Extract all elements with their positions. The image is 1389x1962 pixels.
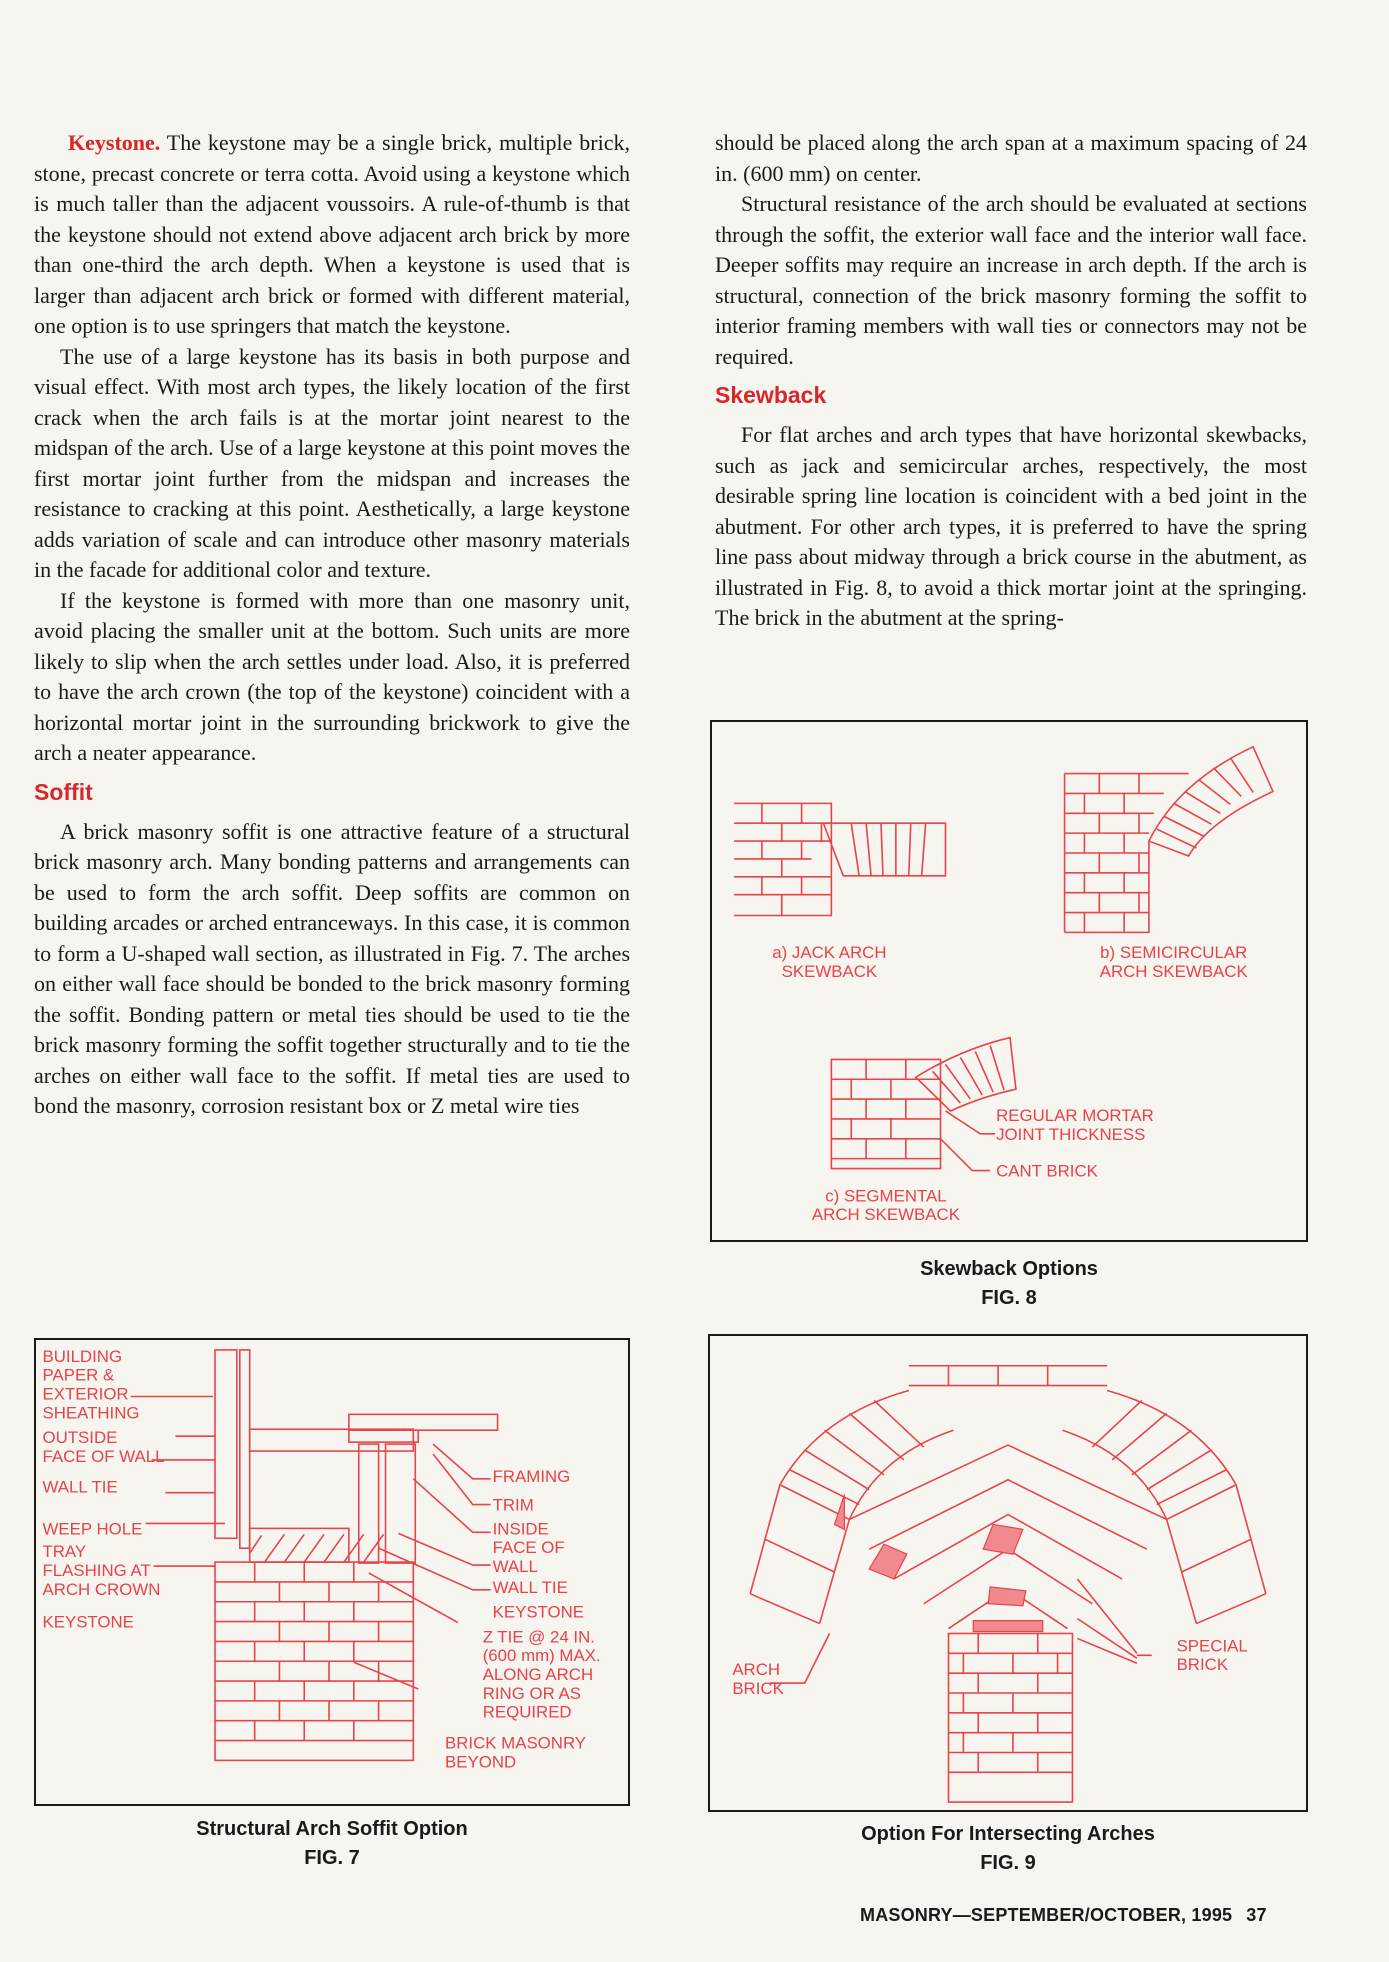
fig7-label-keystone-left: KEYSTONE <box>42 1612 134 1632</box>
figure-8-caption <box>710 1255 1308 1313</box>
page-number: 37 <box>1246 1905 1267 1925</box>
figure-8-caption-number: FIG. 8 <box>981 1287 1037 1309</box>
fig7-label-keystone-right: KEYSTONE <box>492 1602 585 1622</box>
fig8-label-semicircular: b) SEMICIRCULAR <box>1100 943 1248 963</box>
fig7-label-wall-tie: WALL TIE <box>42 1477 118 1497</box>
fig7-label-framing: FRAMING <box>492 1466 571 1486</box>
fig7-label-inside-face: INSIDE <box>492 1519 549 1539</box>
skewback-heading: Skewback <box>715 382 827 408</box>
svg-text:BEYOND: BEYOND <box>445 1752 517 1772</box>
keystone-paragraph-1: Keystone. The keystone may be a single brick, multiple brick, stone, precast concrete or terra cotta. Avoid using a keystone which is much taller than the adjacent voussoirs. A rule-of-thumb is that the keystone should not extend above adjacent arch brick by more than one-third the arch depth. When a keystone is used that is larger than adjacent arch brick or formed with different material, one option is to use springers that match the keystone. <box>34 130 630 338</box>
svg-text:FACE OF WALL: FACE OF WALL <box>42 1446 165 1466</box>
figure-9-caption-number: FIG. 9 <box>980 1852 1036 1874</box>
figure-8-labels <box>772 943 1248 1224</box>
figure-7-caption-number: FIG. 7 <box>304 1847 360 1869</box>
soffit-paragraph-1-continued: should be placed along the arch span at a maximum spacing of 24 in. (600 mm) on center. <box>715 130 1307 186</box>
soffit-paragraph-2: Structural resistance of the arch should be evaluated at sections through the soffit, the exterior wall face and the interior wall face. Deeper soffits may require an increase in arch depth. If the arch is structural, connection of the brick masonry forming the soffit to interior framing members with wall ties or connectors may not be required. <box>715 191 1307 369</box>
keystone-lead: Keystone. <box>68 130 161 155</box>
fig7-label-trim: TRIM <box>492 1495 534 1515</box>
fig7-label-wall-tie-right: WALL TIE <box>492 1577 568 1597</box>
keystone-paragraph-3: If the keystone is formed with more than one masonry unit, avoid placing the smaller unit at the bottom. Such units are more likely to slip when the arch settles under load. Also, it is preferred to have the arch crown (the top of the keystone) coincident with a horizontal mortar joint in the surrounding brickwork to give the arch a neater appearance. <box>34 587 630 765</box>
fig7-label-building-paper: BUILDING <box>42 1346 123 1366</box>
skewback-paragraph-1: For flat arches and arch types that have horizontal skewbacks, such as jack and semicircular arches, respectively, the most desirable spring line location is coincident with a bed joint in the abutment. For other arch types, it is preferred to have the spring line pass about midway through a brick course in the abutment, as illustrated in Fig. 8, to avoid a thick mortar joint at the springing. The brick in the abutment at the spring- <box>715 422 1307 630</box>
fig8-label-segmental: c) SEGMENTAL <box>825 1186 947 1206</box>
figure-7-svg <box>36 1340 628 1804</box>
left-column <box>34 128 630 1122</box>
svg-text:SHEATHING: SHEATHING <box>42 1403 140 1423</box>
svg-text:SKEWBACK: SKEWBACK <box>781 962 878 982</box>
svg-text:WALL: WALL <box>492 1557 538 1576</box>
figure-7-caption-title: Structural Arch Soffit Option <box>196 1818 468 1840</box>
svg-text:ARCH SKEWBACK: ARCH SKEWBACK <box>811 1205 960 1225</box>
svg-text:REQUIRED: REQUIRED <box>482 1702 572 1722</box>
figure-8-skewback-drawing <box>710 720 1308 1242</box>
svg-text:ARCH SKEWBACK: ARCH SKEWBACK <box>1099 962 1248 982</box>
svg-text:FACE OF: FACE OF <box>492 1538 565 1558</box>
fig7-label-brick-masonry-beyond: BRICK MASONRY <box>445 1733 587 1753</box>
svg-text:EXTERIOR: EXTERIOR <box>42 1384 129 1404</box>
svg-text:ALONG ARCH: ALONG ARCH <box>482 1665 594 1685</box>
fig8-label-jack-arch: a) JACK ARCH <box>772 943 887 963</box>
svg-text:PAPER &: PAPER & <box>42 1365 115 1385</box>
fig7-label-weep-hole: WEEP HOLE <box>42 1519 143 1539</box>
svg-text:JOINT THICKNESS: JOINT THICKNESS <box>996 1124 1146 1144</box>
svg-text:FLASHING AT: FLASHING AT <box>42 1560 151 1580</box>
figure-8-caption-title: Skewback Options <box>920 1258 1098 1280</box>
svg-text:BRICK: BRICK <box>732 1678 784 1698</box>
fig7-label-z-tie: Z TIE @ 24 IN. <box>482 1627 595 1647</box>
figure-7-caption <box>34 1815 630 1873</box>
figure-7-labels <box>42 1347 600 1772</box>
figure-9-intersecting-arches-drawing <box>708 1334 1308 1812</box>
figure-8-svg <box>712 722 1306 1240</box>
soffit-paragraph-1: A brick masonry soffit is one attractive feature of a structural brick masonry arch. Many bonding patterns and arrangements can be used to form the arch soffit. Deep soffits are common on building arcades or arched entranceways. In this case, it is common to form a U-shaped wall section, as illustrated in Fig. 7. The arches on either wall face should be bonded to the brick masonry forming the soffit. Bonding pattern or metal ties should be used to tie the brick masonry forming the soffit together structurally and to tie the arches on either wall face to the soffit. If metal ties are used to bond the masonry, corrosion resistant box or Z metal wire ties <box>34 818 630 1118</box>
publication-line: MASONRY—SEPTEMBER/OCTOBER, 1995 <box>860 1905 1233 1925</box>
figure-7-soffit-drawing <box>34 1338 630 1806</box>
page-footer <box>860 1905 1267 1926</box>
figure-9-svg <box>710 1336 1306 1810</box>
svg-text:(600 mm) MAX.: (600 mm) MAX. <box>482 1646 601 1666</box>
fig9-label-arch-brick: ARCH <box>732 1660 781 1680</box>
fig7-label-tray-flashing: TRAY <box>42 1542 87 1562</box>
fig9-label-special-brick: SPECIAL <box>1176 1636 1248 1656</box>
figure-9-labels <box>732 1636 1247 1698</box>
fig8-label-regular-mortar: REGULAR MORTAR <box>996 1105 1154 1125</box>
soffit-heading: Soffit <box>34 778 93 805</box>
figure-9-caption <box>708 1820 1308 1878</box>
svg-text:BRICK: BRICK <box>1176 1655 1229 1675</box>
svg-text:RING OR AS: RING OR AS <box>482 1683 581 1703</box>
svg-text:ARCH CROWN: ARCH CROWN <box>42 1579 161 1599</box>
keystone-paragraph-2: The use of a large keystone has its basis in both purpose and visual effect. With most arch types, the likely location of the first crack when the arch fails is at the mortar joint nearest to the midspan of the arch. Use of a large keystone at this point moves the first mortar joint further from the midspan and increases the resistance to cracking at this point. Aesthetically, a large keystone adds variation of scale and can introduce other masonry materials in the facade for additional color and texture. <box>34 343 630 582</box>
right-column <box>715 128 1307 634</box>
fig7-label-outside-face: OUTSIDE <box>42 1428 118 1448</box>
figure-9-caption-title: Option For Intersecting Arches <box>861 1823 1155 1845</box>
fig8-label-cant-brick: CANT BRICK <box>996 1161 1098 1181</box>
